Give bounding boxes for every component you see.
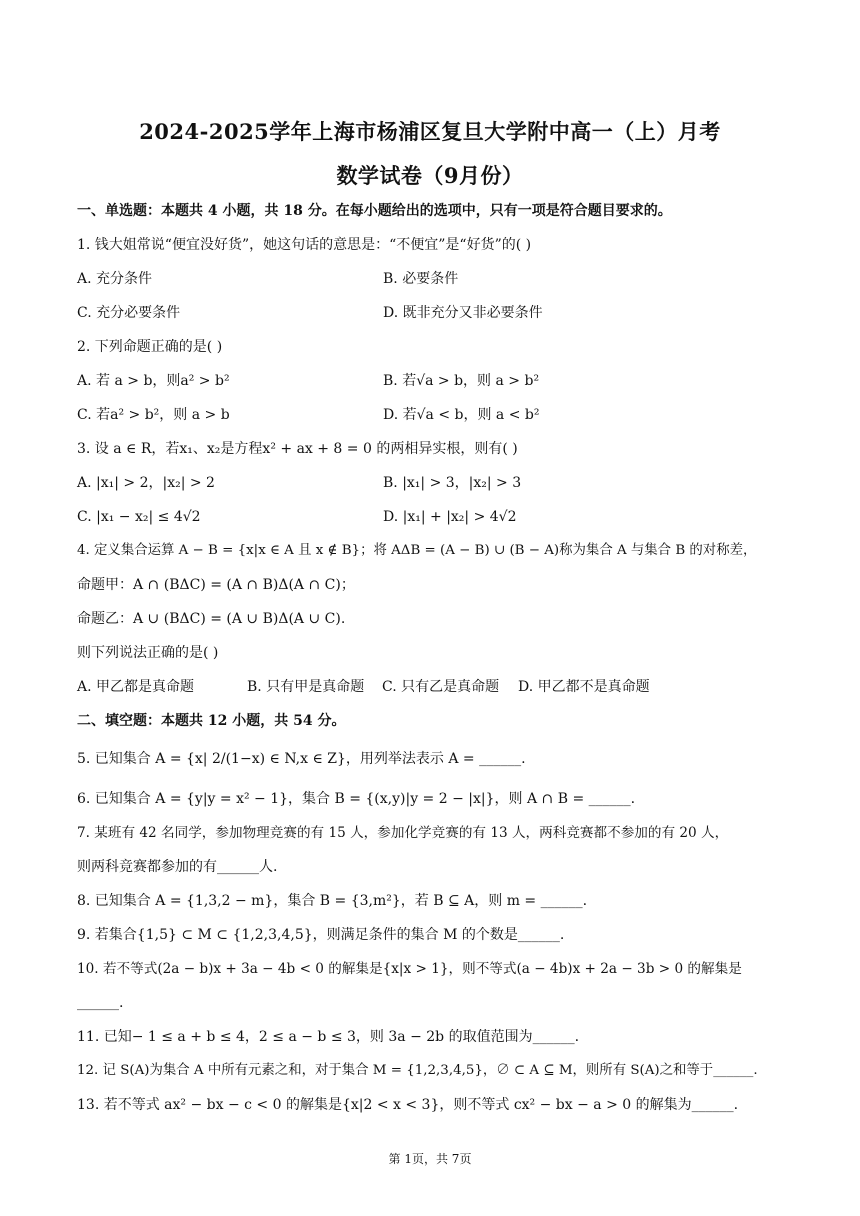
exam-title-line1: 2024-2025学年上海市杨浦区复旦大学附中高一（上）月考 (139, 119, 721, 144)
section-heading-fill-in: 二、填空题：本题共 12 小题，共 54 分。 (77, 713, 346, 729)
question-8: 8. 已知集合 A = {1,3,2 − m}，集合 B = {3,m²}，若 B ⊆ A，则 m = ______. (77, 893, 588, 909)
question-11: 11. 已知− 1 ≤ a + b ≤ 4，2 ≤ a − b ≤ 3，则 3a − 2b 的取值范围为______. (77, 1029, 580, 1045)
question-1-option-b: B. 必要条件 (383, 271, 459, 287)
question-3-option-b: B. |x₁| > 3，|x₂| > 3 (383, 475, 522, 491)
question-10-line1: 10. 若不等式(2a − b)x + 3a − 4b < 0 的解集是{x|x > 1}，则不等式(a − 4b)x + 2a − 3b > 0 的解集是 (77, 961, 742, 977)
question-12: 12. 记 S(A)为集合 A 中所有元素之和，对于集合 M = {1,2,3,4,5}，∅ ⊂ A ⊆ M，则所有 S(A)之和等于______. (77, 1063, 758, 1078)
page-footer: 第 1页，共 7页 (388, 1152, 472, 1166)
question-4-proposition-a: 命题甲：A ∩ (BΔC) = (A ∩ B)Δ(A ∩ C)； (77, 577, 355, 593)
question-3-option-a: A. |x₁| > 2，|x₂| > 2 (77, 475, 215, 491)
question-3-option-d: D. |x₁| + |x₂| > 4√2 (383, 509, 517, 525)
question-4-option-a: A. 甲乙都是真命题 (77, 679, 195, 695)
question-2-option-d: D. 若√a < b，则 a < b² (383, 407, 540, 423)
question-6: 6. 已知集合 A = {y|y = x² − 1}，集合 B = {(x,y)|y = 2 − |x|}，则 A ∩ B = ______. (77, 791, 636, 807)
question-7-line1: 7. 某班有 42 名同学，参加物理竞赛的有 15 人，参加化学竞赛的有 13 人，两科竞赛都不参加的有 20 人， (77, 825, 729, 841)
question-9: 9. 若集合{1,5} ⊂ M ⊂ {1,2,3,4,5}，则满足条件的集合 M 的个数是______. (77, 927, 565, 943)
question-4-option-d: D. 甲乙都不是真命题 (518, 679, 650, 695)
question-1-stem: 1. 钱大姐常说“便宜没好货”，她这句话的意思是：“不便宜”是“好货”的( ) (77, 237, 532, 253)
question-5: 5. 已知集合 A = {x| 2/(1−x) ∈ N,x ∈ Z}，用列举法表示 A = ______. (77, 751, 526, 767)
question-2-option-a: A. 若 a > b，则a² > b² (77, 373, 230, 389)
question-1-option-d: D. 既非充分又非必要条件 (383, 305, 543, 321)
question-1-option-a: A. 充分条件 (77, 271, 153, 287)
question-3-stem: 3. 设 a ∈ R，若x₁、x₂是方程x² + ax + 8 = 0 的两相异实根，则有( ) (77, 441, 518, 457)
section-heading-single-choice: 一、单选题：本题共 4 小题，共 18 分。在每小题给出的选项中，只有一项是符合题目要求的。 (77, 203, 672, 219)
question-2-option-b: B. 若√a > b，则 a > b² (383, 373, 540, 389)
question-4-option-c: C. 只有乙是真命题 (382, 679, 500, 695)
question-4-stem: 4. 定义集合运算 A − B = {x|x ∈ A 且 x ∉ B}；将 AΔB = (A − B) ∪ (B − A)称为集合 A 与集合 B 的对称差， (77, 543, 757, 558)
question-4-proposition-b: 命题乙：A ∪ (BΔC) = (A ∪ B)Δ(A ∪ C). (77, 611, 346, 627)
question-1-option-c: C. 充分必要条件 (77, 305, 181, 321)
question-13: 13. 若不等式 ax² − bx − c < 0 的解集是{x|2 < x < 3}，则不等式 cx² − bx − a > 0 的解集为______. (77, 1097, 739, 1113)
question-3-option-c: C. |x₁ − x₂| ≤ 4√2 (77, 509, 201, 525)
question-7-line2: 则两科竞赛都参加的有______人. (77, 859, 278, 875)
question-4-option-b: B. 只有甲是真命题 (247, 679, 365, 695)
question-4-ask: 则下列说法正确的是( ) (77, 645, 219, 661)
question-2-option-c: C. 若a² > b²，则 a > b (77, 407, 230, 423)
question-10-line2: ______. (77, 995, 124, 1011)
exam-title-line2: 数学试卷（9月份） (336, 163, 524, 188)
question-2-stem: 2. 下列命题正确的是( ) (77, 339, 223, 355)
